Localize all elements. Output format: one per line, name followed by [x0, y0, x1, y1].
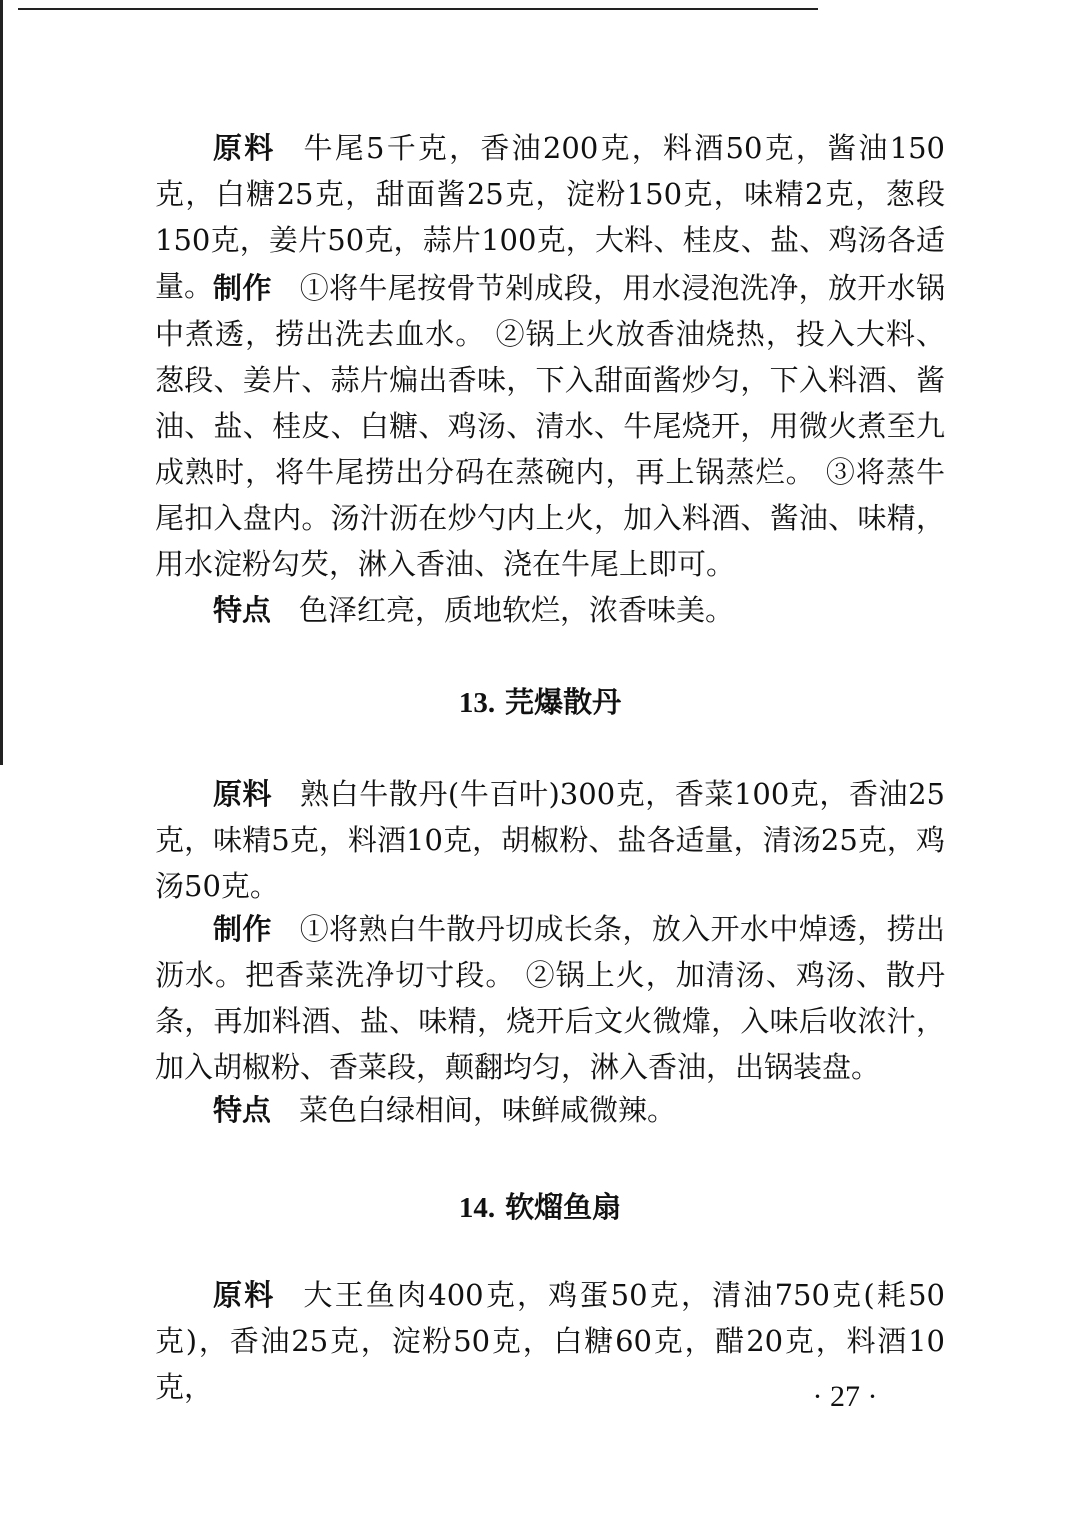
recipe13-ingredients — [155, 771, 945, 909]
features-label: 特点 — [213, 1093, 272, 1127]
features-text: 色泽红亮，质地软烂，浓香味美。 — [299, 593, 735, 627]
top-rule — [18, 8, 818, 10]
method-text: ①将熟白牛散丹切成长条，放入开水中焯透，捞出沥水。把香菜洗净切寸段。 ②锅上火，加清汤、鸡汤、散丹条，再加料酒、盐、味精，烧开后文火微㸆，入味后收浓汁，加入胡椒粉、香菜段，颠翻均匀，淋入香油，出锅装盘。 — [155, 912, 945, 1084]
recipe13-method — [155, 906, 945, 1090]
recipe12-method — [155, 265, 945, 587]
page-number: · 27 · — [812, 1380, 878, 1413]
recipe13-number: 13. — [458, 687, 496, 719]
recipe13-title: 芫爆散丹 — [505, 685, 622, 719]
ingredients-text: 熟白牛散丹(牛百叶)300克，香菜100克，香油25克，味精5克，料酒10克，胡椒粉、盐各适量，清汤25克，鸡汤50克。 — [155, 777, 945, 903]
recipe14-title: 软熘鱼扇 — [505, 1190, 622, 1224]
recipe13-heading — [0, 682, 1080, 723]
recipe14-number: 14. — [458, 1192, 496, 1224]
features-label: 特点 — [213, 593, 272, 627]
recipe14-heading — [0, 1187, 1080, 1228]
method-label: 制作 — [213, 271, 272, 305]
ingredients-label: 原料 — [213, 1278, 276, 1312]
method-label: 制作 — [213, 912, 272, 946]
recipe13-features — [155, 1087, 945, 1133]
ingredients-label: 原料 — [213, 777, 273, 811]
features-text: 菜色白绿相间，味鲜咸微辣。 — [299, 1093, 677, 1127]
ingredients-label: 原料 — [213, 131, 276, 165]
ingredients-text: 牛尾5千克，香油200克，料酒50克，酱油150克，白糖25克，甜面酱25克，淀粉150克，味精2克，葱段150克，姜片50克，蒜片100克，大料、桂皮、盐、鸡汤各适量。 — [155, 131, 945, 303]
method-text: ①将牛尾按骨节剁成段，用水浸泡洗净，放开水锅中煮透，捞出洗去血水。 ②锅上火放香油烧热，投入大料、葱段、姜片、蒜片煸出香味，下入甜面酱炒匀，下入料酒、酱油、盐、桂皮、白糖、鸡汤、清水、牛尾烧开，用微火煮至九成熟时，将牛尾捞出分码在蒸碗内，再上锅蒸烂。 ③将蒸牛尾扣入盘内。汤汁沥在炒勺内上火，加入料酒、酱油、味精，用水淀粉勾芡，淋入香油、浇在牛尾上即可。 — [155, 271, 945, 581]
ingredients-text: 大王鱼肉400克，鸡蛋50克，清油750克(耗50克)，香油25克，淀粉50克，白糖60克，醋20克，料酒10克， — [155, 1278, 945, 1404]
page-left-edge — [0, 0, 3, 765]
recipe12-features — [155, 587, 945, 633]
